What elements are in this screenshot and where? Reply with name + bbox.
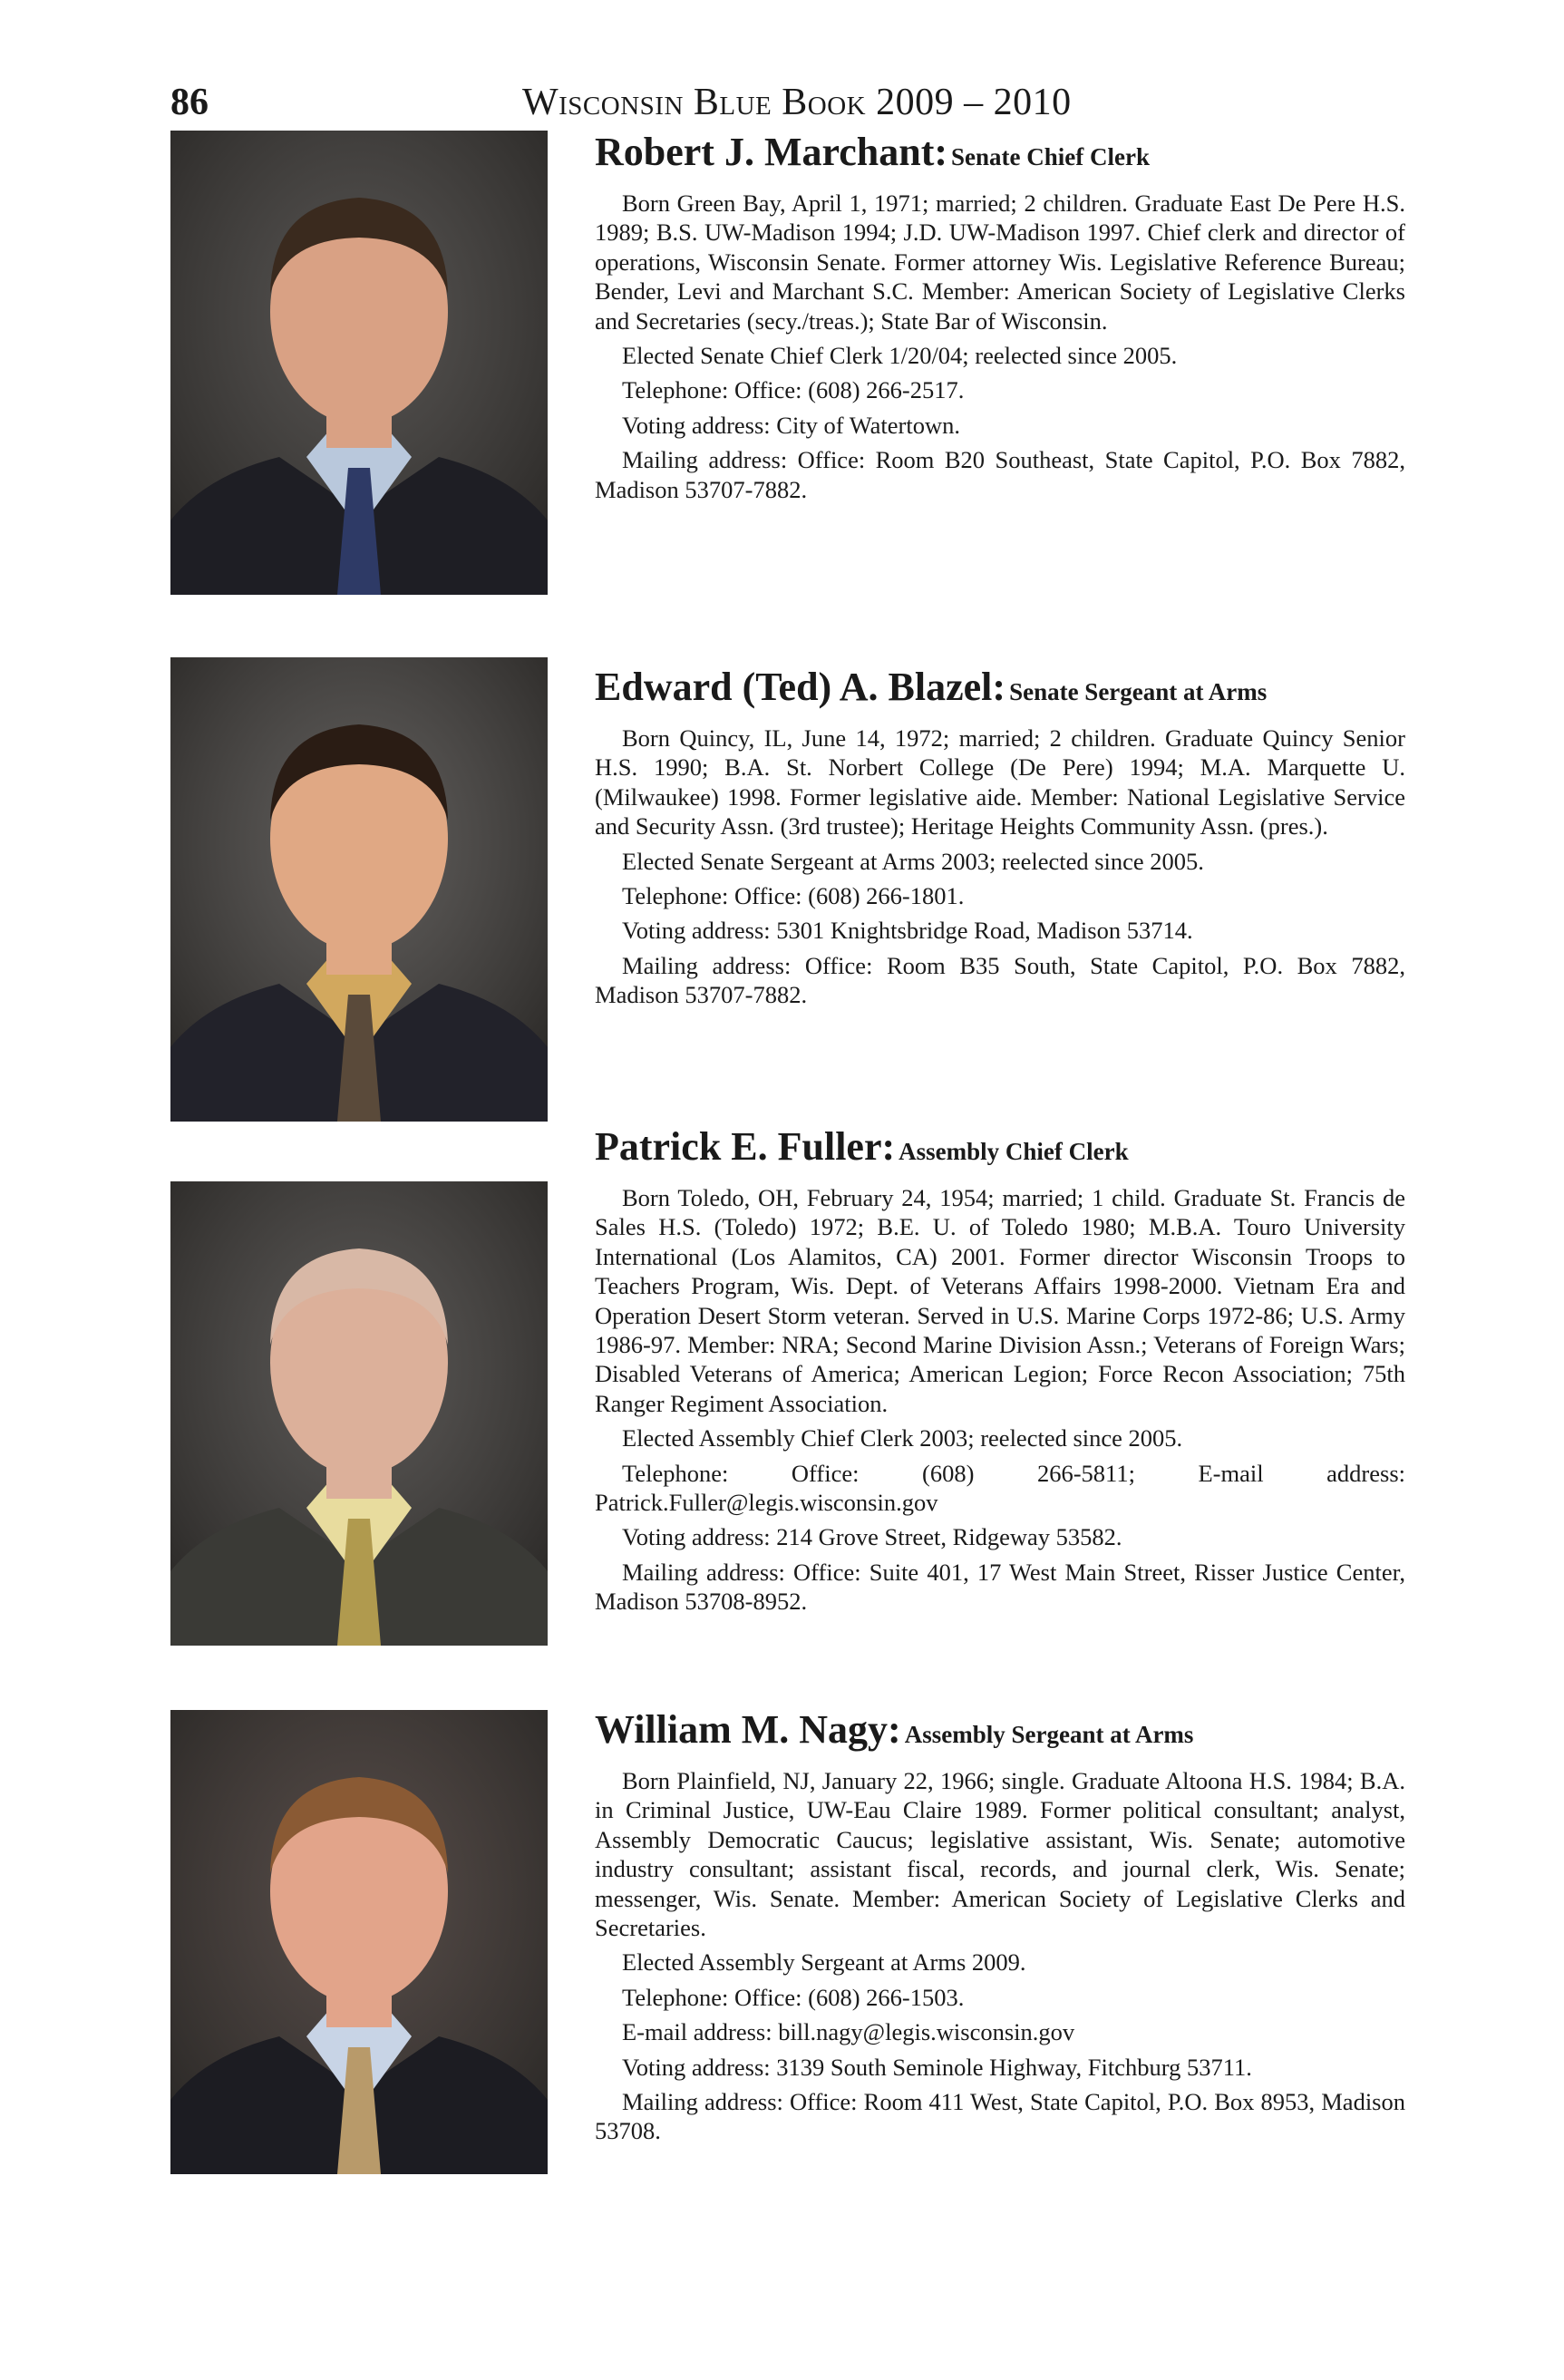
mailing-address-line: Mailing address: Office: Suite 401, 17 West Main Street, Risser Justice Center, Madison 53708-8952. bbox=[595, 1558, 1405, 1616]
entry-heading bbox=[595, 1125, 1405, 1178]
email-line: E-mail address: bill.nagy@legis.wisconsin.gov bbox=[622, 2018, 1075, 2046]
telephone-line: Telephone: Office: (608) 266-5811; E-mail address: Patrick.Fuller@legis.wisconsin.gov bbox=[595, 1459, 1405, 1517]
telephone-line: Telephone: Office: (608) 266-1801. bbox=[622, 882, 965, 910]
person-role: Assembly Chief Clerk bbox=[899, 1138, 1129, 1165]
election-line: Elected Senate Sergeant at Arms 2003; reelected since 2005. bbox=[622, 847, 1204, 875]
portrait-photo bbox=[170, 1710, 548, 2174]
person-name: Patrick E. Fuller: bbox=[595, 1124, 896, 1169]
portrait-illustration bbox=[170, 131, 548, 595]
biography-paragraph: Born Plainfield, NJ, January 22, 1966; single. Graduate Altoona H.S. 1984; B.A. in Criminal Justice, UW-Eau Claire 1989. Former political consultant; analyst, Assembly Democratic Caucus; legislative assistant, Wis. Senate; automotive industry consultant; assistant fiscal, records, and journal clerk, Wis. Senate; messenger, Wis. Senate. Member: American Society of Legislative Clerks and Secretaries. bbox=[595, 1767, 1405, 1942]
bio-text bbox=[595, 131, 1405, 510]
person-name: William M. Nagy: bbox=[595, 1707, 901, 1752]
voting-address-line: Voting address: 5301 Knightsbridge Road, Madison 53714. bbox=[622, 917, 1193, 945]
telephone-line: Telephone: Office: (608) 266-1503. bbox=[622, 1983, 965, 2011]
voting-address-line: Voting address: City of Watertown. bbox=[622, 411, 961, 439]
biography-paragraph: Born Toledo, OH, February 24, 1954; married; 1 child. Graduate St. Francis de Sales H.S. (Toledo) 1972; B.E. U. of Toledo 1980; M.B.A. Touro University International (Los Alamitos, CA) 2001. Former director Wisconsin Troops to Teachers Program, Wis. Dept. of Veterans Affairs 1998-2000. Vietnam Era and Operation Desert Storm veteran. Served in U.S. Marine Corps 1972-86; U.S. Army 1986-97. Member: NRA; Second Marine Division Assn.; Veterans of Foreign Wars; Disabled Veterans of America; American Legion; Force Recon Association; 75th Ranger Regiment Association. bbox=[595, 1184, 1405, 1417]
entry-heading bbox=[595, 131, 1405, 183]
election-line: Elected Assembly Sergeant at Arms 2009. bbox=[622, 1948, 1026, 1977]
page-header bbox=[170, 76, 1405, 129]
portrait-illustration bbox=[170, 657, 548, 1122]
page-number: 86 bbox=[170, 82, 209, 123]
portrait-photo bbox=[170, 657, 548, 1122]
telephone-line: Telephone: Office: (608) 266-2517. bbox=[622, 376, 965, 404]
person-name: Edward (Ted) A. Blazel: bbox=[595, 665, 1006, 709]
entry-heading bbox=[595, 1708, 1405, 1761]
election-line: Elected Senate Chief Clerk 1/20/04; reelected since 2005. bbox=[622, 342, 1178, 370]
mailing-address-line: Mailing address: Office: Room B35 South, State Capitol, P.O. Box 7882, Madison 53707-7882. bbox=[595, 951, 1405, 1009]
person-role: Senate Sergeant at Arms bbox=[1009, 678, 1268, 705]
portrait-illustration bbox=[170, 1710, 548, 2174]
entry-heading bbox=[595, 665, 1405, 718]
biography-paragraph: Born Green Bay, April 1, 1971; married; 2 children. Graduate East De Pere H.S. 1989; B.S. UW-Madison 1994; J.D. UW-Madison 1997. Chief clerk and director of operations, Wisconsin Senate. Former attorney Wis. Legislative Reference Bureau; Bender, Levi and Marchant S.C. Member: American Society of Legislative Clerks and Secretaries (secy./treas.); State Bar of Wisconsin. bbox=[595, 189, 1405, 335]
election-line: Elected Assembly Chief Clerk 2003; reelected since 2005. bbox=[622, 1424, 1183, 1452]
biography-paragraph: Born Quincy, IL, June 14, 1972; married; 2 children. Graduate Quincy Senior H.S. 1990; B.A. St. Norbert College (De Pere) 1994; M.A. Marquette U. (Milwaukee) 1998. Former legislative aide. Member: National Legislative Service and Security Assn. (3rd trustee); Heritage Heights Community Assn. (pres.). bbox=[595, 724, 1405, 840]
portrait-photo bbox=[170, 131, 548, 595]
bio-text bbox=[595, 1708, 1405, 2152]
voting-address-line: Voting address: 214 Grove Street, Ridgeway 53582. bbox=[622, 1523, 1122, 1551]
person-role: Senate Chief Clerk bbox=[951, 143, 1150, 170]
bio-text bbox=[595, 665, 1405, 1015]
bio-text bbox=[595, 1125, 1405, 1622]
voting-address-line: Voting address: 3139 South Seminole Highway, Fitchburg 53711. bbox=[622, 2053, 1252, 2081]
portrait-illustration bbox=[170, 1181, 548, 1646]
mailing-address-line: Mailing address: Office: Room 411 West, State Capitol, P.O. Box 8953, Madison 53708. bbox=[595, 2088, 1405, 2145]
mailing-address-line: Mailing address: Office: Room B20 Southeast, State Capitol, P.O. Box 7882, Madison 53707-7882. bbox=[595, 446, 1405, 503]
person-role: Assembly Sergeant at Arms bbox=[904, 1721, 1194, 1748]
person-name: Robert J. Marchant: bbox=[595, 130, 947, 174]
portrait-photo bbox=[170, 1181, 548, 1646]
book-title: Wisconsin Blue Book 2009 – 2010 bbox=[522, 82, 1072, 123]
